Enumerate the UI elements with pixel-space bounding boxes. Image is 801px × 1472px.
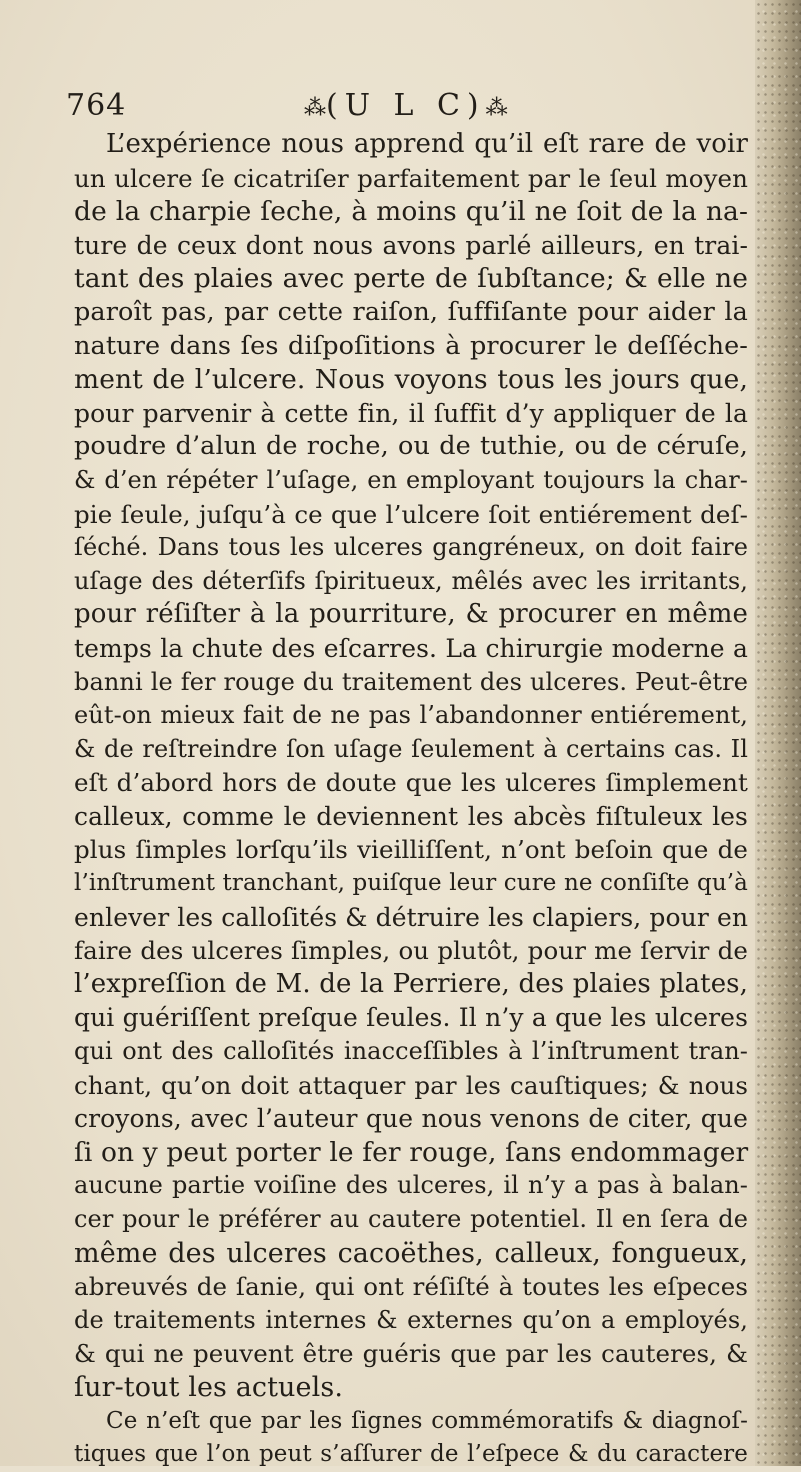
text-line: ſi on y peut porter le fer rouge, ſans endommager: [74, 1136, 749, 1168]
body-text: [74, 128, 748, 1472]
text-line: abreuvés de ſanie, qui ont réſiſté à toutes les eſpeces: [74, 1272, 748, 1302]
text-line: banni le fer rouge du traitement des ulceres. Peut-être: [74, 667, 748, 696]
text-line: L’expérience nous apprend qu’il eſt rare de voir: [106, 129, 748, 159]
text-line: de traitements internes & externes qu’on a employés,: [74, 1305, 748, 1334]
text-line: temps la chute des eſcarres. La chirurgie moderne a: [74, 633, 748, 663]
text-line: enlever les calloſités & détruire les clapiers, pour en: [74, 902, 749, 932]
text-line: eût-on mieux fait de ne pas l’abandonner entiérement,: [74, 701, 748, 730]
text-line: & de reſtreindre ſon uſage ſeulement à certains cas. Il: [74, 734, 748, 763]
text-line: l’inſtrument tranchant, puiſque leur cure ne conſiſte qu’à: [74, 870, 748, 897]
text-line: pour réſiſter à la pourriture, & procurer en même: [74, 599, 748, 630]
text-line: qui guériſſent preſque ſeules. Il n’y a que les ulceres: [74, 1003, 748, 1033]
text-line: croyons, avec l’auteur que nous venons de citer, que: [74, 1104, 748, 1134]
text-line: Ce n’eſt que par les ſignes commémoratifs & diagnoſ-: [106, 1407, 748, 1434]
text-line: faire des ulceres ſimples, ou plutôt, pour me ſervir de: [74, 936, 748, 966]
text-line: pour parvenir à cette fin, il ſuffit d’y appliquer de la: [74, 398, 748, 428]
text-line: tant des plaies avec perte de ſubſtance; & elle ne: [74, 263, 748, 295]
text-line: calleux, comme le deviennent les abcès fiſtuleux les: [74, 801, 748, 831]
text-line: nature dans ſes diſpoſitions à procurer le deſſéche-: [74, 330, 748, 361]
text-line: plus ſimples lorſqu’ils vieilliſſent, n’ont beſoin que de: [74, 835, 748, 865]
page-header: [66, 84, 726, 128]
text-line: ture de ceux dont nous avons parlé ailleurs, en trai-: [74, 230, 748, 260]
text-line: ment de l’ulcere. Nous voyons tous les jours que,: [74, 364, 748, 396]
text-line: de la charpie ſeche, à moins qu’il ne ſoit de la na-: [74, 196, 748, 228]
text-line: pie ſeule, juſqu’à ce que l’ulcere ſoit entiérement deſ-: [74, 499, 748, 529]
text-line: uſage des déterſifs ſpiritueux, mêlés avec les irritants,: [74, 566, 748, 595]
text-line: chant, qu’on doit attaquer par les cauſtiques; & nous: [74, 1070, 748, 1100]
text-line: aucune partie voiſine des ulceres, il n’y a pas à balan-: [74, 1171, 748, 1200]
ornament-left-icon: ⁂: [304, 96, 326, 121]
running-head-text: (U L C): [326, 88, 486, 123]
text-line: un ulcere ſe cicatriſer parfaitement par le ſeul moyen: [74, 163, 748, 193]
text-line: & d’en répéter l’uſage, en employant toujours la char-: [74, 465, 748, 494]
text-line: qui ont des calloſités inacceſſibles à l’inſtrument tran-: [74, 1037, 748, 1066]
text-line: ſéché. Dans tous les ulceres gangréneux, on doit faire: [74, 533, 748, 562]
text-line: cer pour le préférer au cautere potentiel. Il en ſera de: [74, 1205, 748, 1233]
text-line: eſt d’abord hors de doute que les ulceres ſimplement: [74, 768, 748, 798]
text-line: tiques que l’on peut s’aſſurer de l’eſpece & du caractere: [74, 1441, 748, 1468]
text-line: paroît pas, par cette raiſon, ſuffiſante pour aider la: [74, 296, 748, 327]
text-line: même des ulceres cacoëthes, calleux, fongueux,: [74, 1237, 748, 1269]
page-edge-texture: [755, 0, 801, 1466]
text-line: poudre d’alun de roche, ou de tuthie, ou de céruſe,: [74, 431, 748, 462]
page-number: 764: [66, 88, 127, 123]
text-line: & qui ne peuvent être guéris que par les cauteres, &: [74, 1339, 748, 1369]
running-head: [304, 84, 508, 131]
text-line: ſur-tout les actuels.: [74, 1371, 344, 1403]
text-line: l’expreſſion de M. de la Perriere, des plaies plates,: [74, 968, 748, 999]
ornament-right-icon: ⁂: [485, 96, 508, 121]
